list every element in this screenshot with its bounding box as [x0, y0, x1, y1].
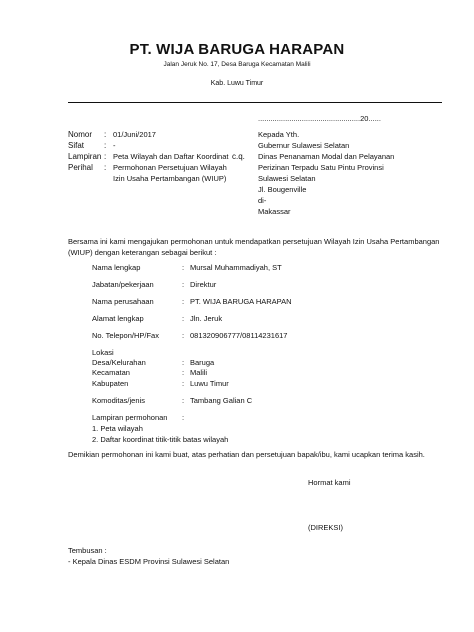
alamat-label: Alamat lengkap	[92, 314, 144, 323]
cc-label: Tembusan :	[68, 546, 107, 555]
perusahaan-value: PT. WIJA BARUGA HARAPAN	[190, 297, 292, 306]
field-colon: :	[182, 263, 185, 272]
lampiran-value: Peta Wilayah dan Daftar Koordinat	[113, 152, 229, 161]
recipient-line: Kepada Yth.	[258, 130, 300, 139]
lampiran-item: 1. Peta wilayah	[92, 424, 143, 433]
lokasi-label: Lokasi	[92, 348, 114, 357]
sifat-value: -	[113, 141, 116, 150]
closing-paragraph: Demikian permohonan ini kami buat, atas perhatian dan persetujuan bapak/ibu, kami ucapkan terima kasih.	[68, 450, 425, 459]
company-name: PT. WIJA BARUGA HARAPAN	[129, 41, 345, 58]
kabupaten-label: Kabupaten	[92, 379, 129, 388]
perihal-colon: :	[104, 163, 107, 172]
company-regency: Kab. Luwu Timur	[210, 80, 264, 87]
letterhead-divider	[68, 102, 442, 103]
lampiran-colon: :	[104, 152, 107, 161]
perihal-value-line-2: Izin Usaha Pertambangan (WIUP)	[113, 174, 227, 183]
recipient-line: Sulawesi Selatan	[258, 174, 316, 183]
field-colon: :	[182, 396, 185, 405]
field-colon: :	[182, 368, 185, 377]
nama-value: Mursal Muhammadiyah, ST	[190, 263, 282, 272]
cc-item: - Kepala Dinas ESDM Provinsi Sulawesi Selatan	[68, 557, 230, 566]
field-colon: :	[182, 331, 185, 340]
lampiran-permohonan-label: Lampiran permohonan	[92, 413, 168, 422]
signature-title: (DIREKSI)	[308, 523, 344, 532]
kecamatan-label: Kecamatan	[92, 368, 130, 377]
sifat-colon: :	[104, 141, 107, 150]
cq-label: c.q.	[232, 152, 245, 161]
sifat-label: Sifat	[68, 141, 85, 150]
desa-value: Baruga	[190, 358, 215, 367]
lampiran-label: Lampiran	[68, 152, 102, 161]
nomor-value: 01/Juni/2017	[113, 130, 156, 139]
date-line: .................................................20......	[258, 114, 381, 123]
perihal-value-line-1: Permohonan Persetujuan Wilayah	[113, 163, 227, 172]
kabupaten-value: Luwu Timur	[190, 379, 229, 388]
kecamatan-value: Malili	[190, 368, 208, 377]
field-colon: :	[182, 358, 185, 367]
nomor-colon: :	[104, 130, 107, 139]
recipient-line: Perizinan Terpadu Satu Pintu Provinsi	[258, 163, 384, 172]
telepon-label: No. Telepon/HP/Fax	[92, 331, 159, 340]
perihal-label: Perihal	[68, 163, 93, 172]
signature-greeting: Hormat kami	[308, 478, 351, 487]
nomor-label: Nomor	[68, 130, 93, 139]
perusahaan-label: Nama perusahaan	[92, 297, 154, 306]
jabatan-value: Direktur	[190, 280, 217, 289]
recipient-line: Makassar	[258, 207, 291, 216]
recipient-line: Dinas Penanaman Modal dan Pelayanan	[258, 152, 395, 161]
company-address: Jalan Jeruk No. 17, Desa Baruga Kecamatan Malili	[163, 61, 311, 68]
desa-label: Desa/Kelurahan	[92, 358, 146, 367]
field-colon: :	[182, 280, 185, 289]
telepon-value: 081320906777/08114231617	[190, 331, 288, 340]
lampiran-item: 2. Daftar koordinat titik-titik batas wilayah	[92, 435, 229, 444]
alamat-value: Jln. Jeruk	[190, 314, 223, 323]
komoditas-label: Komoditas/jenis	[92, 396, 145, 405]
field-colon: :	[182, 314, 185, 323]
field-colon: :	[182, 413, 185, 422]
recipient-line: di-	[258, 196, 267, 205]
komoditas-value: Tambang Galian C	[190, 396, 253, 405]
intro-paragraph: Bersama ini kami mengajukan permohonan untuk mendapatkan persetujuan Wilayah Izin Usaha Pertambangan (WIUP) dengan keterangan sebagai berikut :	[68, 237, 440, 257]
nama-label: Nama lengkap	[92, 263, 141, 272]
field-colon: :	[182, 297, 185, 306]
jabatan-label: Jabatan/pekerjaan	[92, 280, 154, 289]
recipient-line: Jl. Bougenville	[258, 185, 307, 194]
recipient-line: Gubernur Sulawesi Selatan	[258, 141, 350, 150]
field-colon: :	[182, 379, 185, 388]
